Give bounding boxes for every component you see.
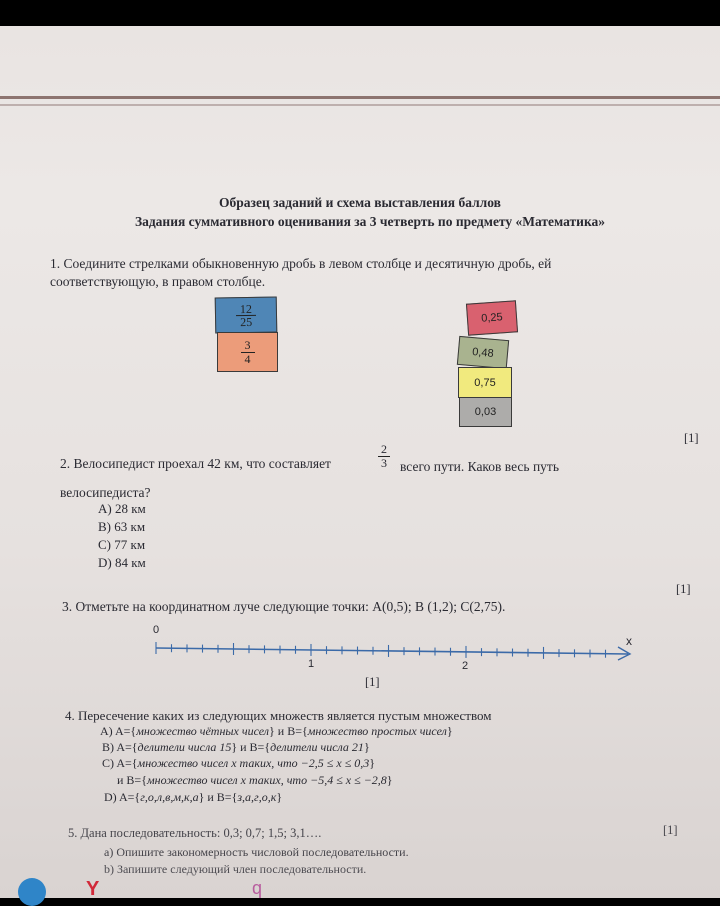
set-b-description: множество чисел x таких, что −5,4 ≤ x ≤ −2,8 bbox=[146, 773, 387, 787]
app-icon-blue[interactable] bbox=[18, 878, 46, 906]
set-a-description: г,о,л,в,м,к,а bbox=[140, 790, 199, 804]
decimal-card-0-48[interactable]: 0,48 bbox=[457, 336, 509, 369]
ray-axis-line bbox=[156, 648, 628, 654]
set-b-description: множество простых чисел bbox=[307, 724, 447, 738]
option-connector: } и B={ bbox=[198, 790, 238, 804]
task2-option-c[interactable]: C) 77 км bbox=[98, 537, 146, 552]
axis-label-2: 2 bbox=[462, 660, 469, 672]
task5-text: 5. Дана последовательность: 0,3; 0,7; 1,5; 3,1…. bbox=[68, 826, 322, 840]
task2-text-after: всего пути. Каков весь путь bbox=[400, 459, 559, 474]
set-a-description: множество чисел x таких, что −2,5 ≤ x ≤ 0,3 bbox=[137, 756, 370, 770]
option-connector: } и B={ bbox=[269, 724, 308, 738]
task5-score-mark: [1] bbox=[663, 823, 678, 837]
option-prefix: A) A={ bbox=[100, 724, 137, 738]
axis-origin-label: 0 bbox=[153, 624, 160, 636]
task5-part-b: b) Запишите следующий член последовательности. bbox=[104, 862, 367, 876]
fraction-numerator: 3 bbox=[244, 337, 251, 352]
option-prefix: и B={ bbox=[117, 773, 147, 787]
task1-text-line2: соответствующую, в правом столбце. bbox=[50, 274, 266, 289]
axis-variable-label: x bbox=[626, 634, 632, 648]
app-icon-q[interactable]: q bbox=[252, 878, 263, 898]
decimal-card-0-03[interactable]: 0,03 bbox=[459, 397, 512, 427]
task3-score-mark: [1] bbox=[365, 675, 380, 689]
option-suffix: } bbox=[446, 724, 453, 738]
option-suffix: } bbox=[369, 756, 376, 770]
task1-text-line1: 1. Соедините стрелками обыкновенную дробь в левом столбце и десятичную дробь, ей bbox=[50, 256, 552, 271]
coordinate-ray[interactable] bbox=[140, 620, 650, 680]
fraction-denominator: 25 bbox=[239, 314, 253, 329]
fraction-denominator: 3 bbox=[381, 456, 387, 470]
option-prefix: D) A={ bbox=[104, 790, 141, 804]
option-connector: } и B={ bbox=[231, 740, 271, 754]
fraction-numerator: 12 bbox=[239, 301, 253, 316]
decimal-card-0-25[interactable]: 0,25 bbox=[466, 300, 518, 335]
task2-option-d[interactable]: D) 84 км bbox=[98, 555, 146, 570]
task2-fraction bbox=[378, 443, 390, 470]
task2-option-b[interactable]: B) 63 км bbox=[98, 519, 146, 534]
task5-part-a: а) Опишите закономерность числовой последовательности. bbox=[104, 845, 409, 859]
top-edge-band-2 bbox=[0, 104, 720, 106]
task4-option-c-line2 bbox=[117, 773, 393, 788]
option-prefix: C) A={ bbox=[102, 756, 138, 770]
task2-option-a[interactable]: A) 28 км bbox=[98, 501, 146, 516]
task2-text-before: 2. Велосипедист проехал 42 км, что составляет bbox=[60, 456, 331, 471]
option-suffix: } bbox=[276, 790, 283, 804]
set-a-description: множество чётных чисел bbox=[136, 724, 270, 738]
top-edge-band bbox=[0, 96, 720, 99]
option-prefix: B) A={ bbox=[102, 740, 138, 754]
task2-score-mark: [1] bbox=[676, 582, 691, 596]
fraction-denominator: 4 bbox=[244, 351, 251, 366]
task4-option-a[interactable] bbox=[100, 724, 453, 739]
document-subtitle: Задания суммативного оценивания за 3 четверть по предмету «Математика» bbox=[134, 214, 606, 229]
task4-option-b[interactable] bbox=[102, 740, 370, 755]
task4-option-d[interactable] bbox=[104, 790, 282, 805]
option-suffix: } bbox=[363, 740, 370, 754]
decimal-card-0-75[interactable]: 0,75 bbox=[458, 367, 512, 398]
task1-score-mark: [1] bbox=[684, 431, 699, 445]
task3-text: 3. Отметьте на координатном луче следующие точки: A(0,5); B (1,2); C(2,75). bbox=[62, 599, 506, 614]
set-b-description: з,а,г,о,к bbox=[237, 790, 277, 804]
document-title: Образец заданий и схема выставления баллов bbox=[219, 195, 501, 210]
option-suffix: } bbox=[386, 773, 393, 787]
task4-option-c[interactable] bbox=[102, 756, 375, 771]
set-a-description: делители числа 15 bbox=[137, 740, 232, 754]
fraction-card-3-4[interactable] bbox=[217, 332, 278, 372]
axis-label-1: 1 bbox=[308, 658, 315, 670]
coordinate-ray-svg bbox=[140, 620, 650, 680]
task4-text: 4. Пересечение каких из следующих множеств является пустым множеством bbox=[65, 708, 492, 723]
task2-text-line2: велосипедиста? bbox=[60, 485, 151, 500]
set-b-description: делители числа 21 bbox=[270, 740, 364, 754]
app-icon-y[interactable]: Y bbox=[86, 878, 100, 900]
fraction-card-12-25[interactable] bbox=[215, 296, 278, 333]
fraction-numerator: 2 bbox=[381, 442, 387, 456]
